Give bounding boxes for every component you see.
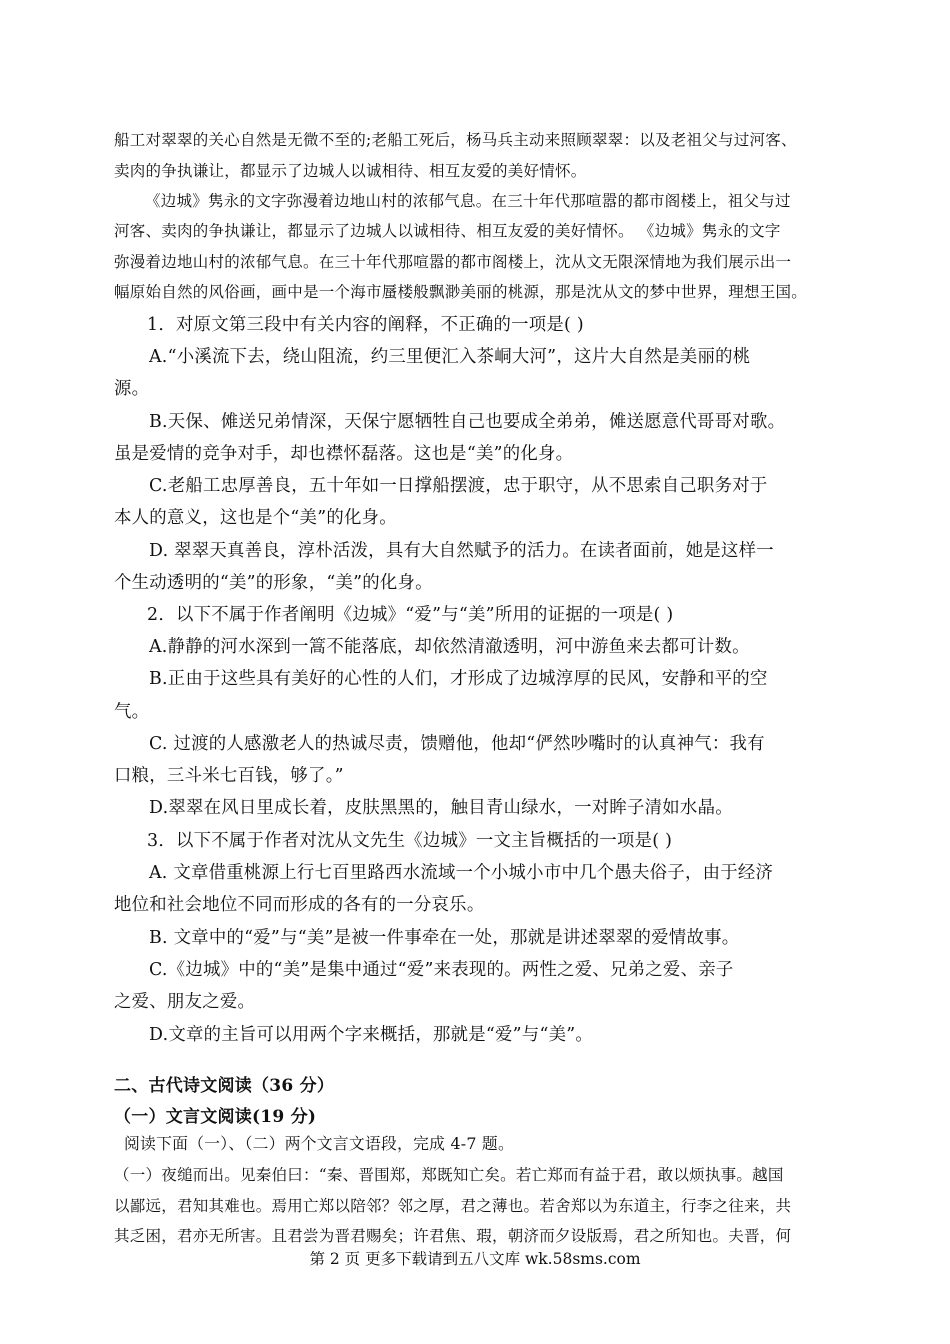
passage-line: 河客、卖肉的争执谦让，都显示了边城人以诚相待、相互友爱的美好情怀。 《边城》隽永的文字 [114, 222, 781, 240]
question-3: 3．以下不属于作者对沈从文先生《边城》一文主旨概括的一项是( ) [147, 831, 673, 851]
option-line: D. 翠翠天真善良，淳朴活泼，具有大自然赋予的活力。在读者面前，她是这样一 [149, 541, 774, 561]
option-line: 气。 [114, 702, 150, 722]
section-heading: 二、古代诗文阅读（36 分） [114, 1076, 335, 1096]
option-line: C.《边城》中的“美”是集中通过“爱”来表现的。两性之爱、兄弟之爱、亲子 [149, 960, 734, 980]
classical-text-line: 以鄙远，君知其难也。焉用亡郑以陪邻？邻之厚，君之薄也。若舍郑以为东道主，行李之往来，共 [114, 1197, 792, 1215]
section-subheading: （一）文言文阅读(19 分) [114, 1107, 317, 1127]
option-line: 源。 [114, 379, 150, 399]
option-line: A.“小溪流下去，绕山阻流，约三里便汇入茶峒大河”，这片大自然是美丽的桃 [149, 347, 751, 367]
passage-line: 卖肉的争执谦让，都显示了边城人以诚相待、相互友爱的美好情怀。 [114, 162, 587, 180]
option-line: 地位和社会地位不同而形成的各有的一分哀乐。 [114, 895, 485, 915]
passage-line: 弥漫着边地山村的浓郁气息。在三十年代那喧嚣的都市阁楼上，沈从文无限深情地为我们展示出一 [114, 253, 792, 271]
option-line: B.正由于这些具有美好的心性的人们，才形成了边城淳厚的民风，安静和平的空 [149, 669, 768, 689]
page-footer: 第 2 页 更多下载请到五八文库 wk.58sms.com [309, 1250, 641, 1268]
instruction-text: 阅读下面（一）、（二）两个文言文语段，完成 4-7 题。 [124, 1134, 515, 1153]
passage-line: 船工对翠翠的关心自然是无微不至的;老船工死后，杨马兵主动来照顾翠翠：以及老祖父与过河客、 [114, 131, 797, 149]
question-1: 1．对原文第三段中有关内容的阐释，不正确的一项是( ) [147, 315, 584, 335]
option-line: A. 文章借重桃源上行七百里路西水流域一个小城小市中几个愚夫俗子，由于经济 [149, 863, 774, 883]
option-line: D.翠翠在风日里成长着，皮肤黑黑的，触目青山绿水，一对眸子清如水晶。 [149, 798, 733, 818]
option-line: B. 文章中的“爱”与“美”是被一件事牵在一处，那就是讲述翠翠的爱情故事。 [149, 928, 740, 948]
option-line: 本人的意义，这也是个“美”的化身。 [114, 508, 397, 528]
option-line: 口粮，三斗米七百钱，够了。” [114, 766, 344, 786]
question-2: 2．以下不属于作者阐明《边城》“爱”与“美”所用的证据的一项是( ) [147, 605, 674, 625]
option-line: C.老船工忠厚善良，五十年如一日撑船摆渡，忠于职守，从不思索自己职务对于 [149, 476, 768, 496]
passage-line: 《边城》隽永的文字弥漫着边地山村的浓郁气息。在三十年代那喧嚣的都市阁楼上，祖父与过 [145, 192, 791, 210]
classical-text-line: （一）夜缒而出。见秦伯曰：“秦、晋围郑，郑既知亡矣。若亡郑而有益于君，敢以烦执事。越国 [114, 1166, 784, 1184]
classical-text-line: 其乏困，君亦无所害。且君尝为晋君赐矣；许君焦、瑕，朝济而夕设版焉，君之所知也。夫晋，何 [114, 1227, 792, 1245]
option-line: D.文章的主旨可以用两个字来概括，那就是“爱”与“美”。 [149, 1025, 594, 1045]
option-line: C. 过渡的人感激老人的热诚尽责，馈赠他，他却“俨然吵嘴时的认真神气：我有 [149, 734, 765, 754]
passage-line: 幅原始自然的风俗画，画中是一个海市蜃楼般飘渺美丽的桃源，那是沈从文的梦中世界，理想王国。 [114, 283, 808, 301]
option-line: B.天保、傩送兄弟情深，天保宁愿牺牲自己也要成全弟弟，傩送愿意代哥哥对歌。 [149, 412, 786, 432]
option-line: A.静静的河水深到一篙不能落底，却依然清澈透明，河中游鱼来去都可计数。 [149, 637, 750, 657]
option-line: 个生动透明的“美”的形象，“美”的化身。 [114, 573, 433, 593]
option-line: 虽是爱情的竞争对手，却也襟怀磊落。这也是“美”的化身。 [114, 444, 574, 464]
option-line: 之爱、朋友之爱。 [114, 992, 256, 1012]
